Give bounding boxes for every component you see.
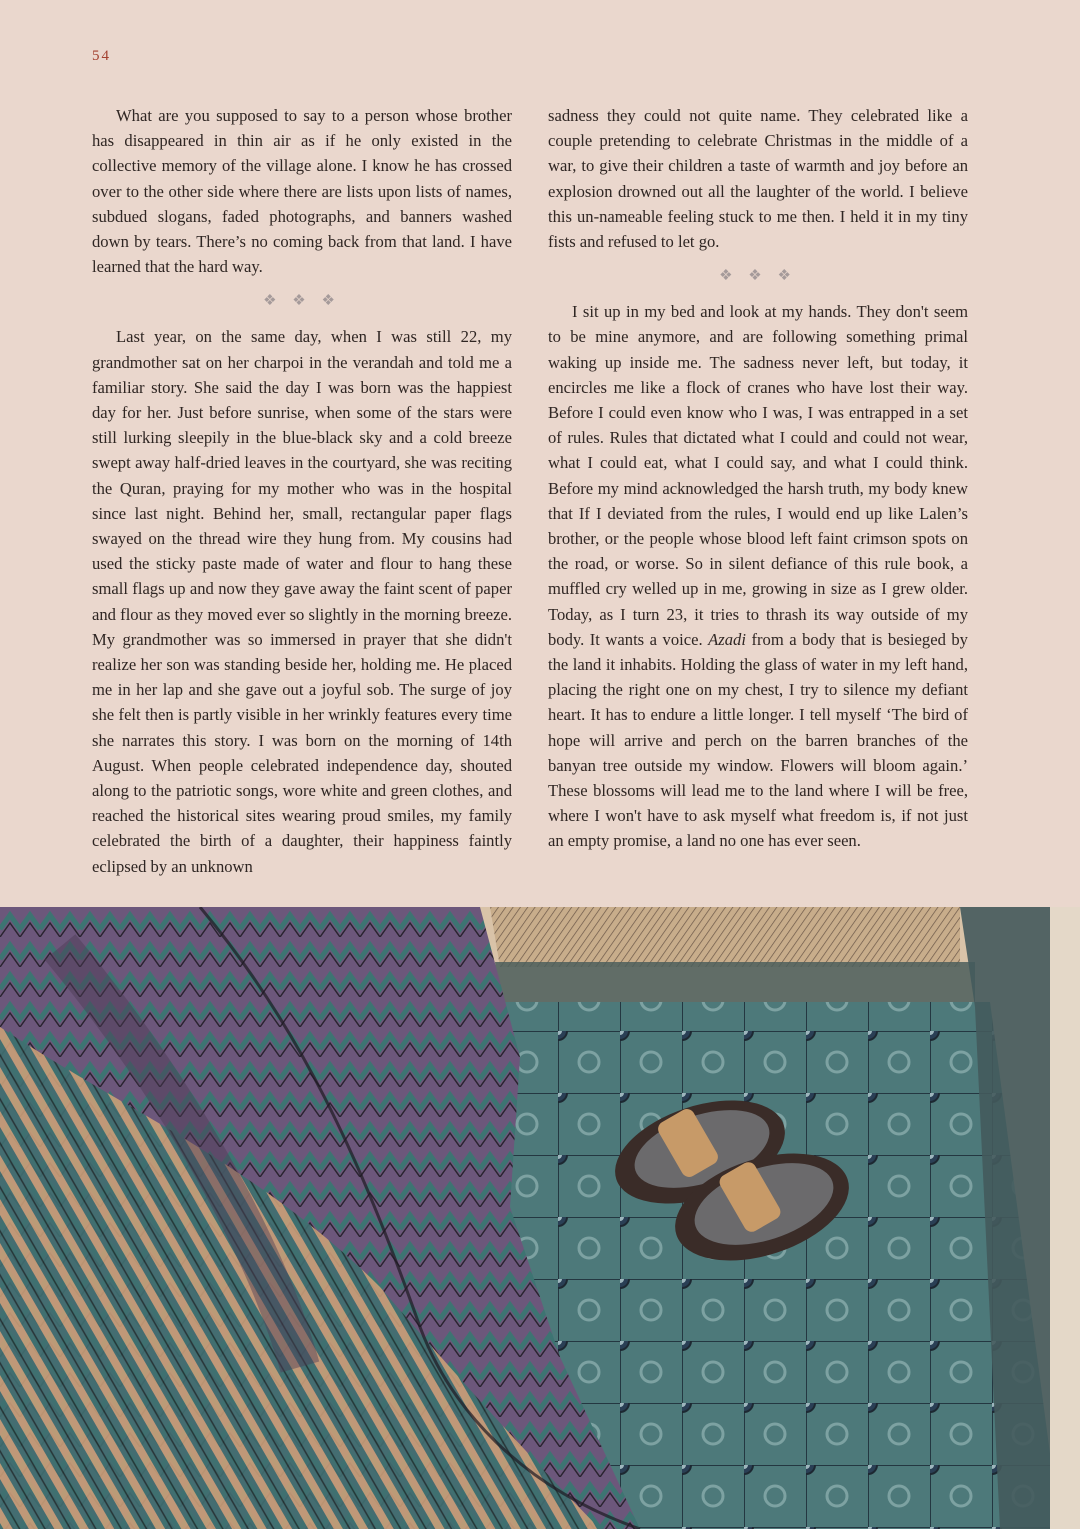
section-break-ornament: ❖ ❖ ❖ — [263, 293, 341, 310]
paragraph-text: from a body that is besieged by the land it inhabits. Holding the glass of water in my left hand, placing the right one on my chest, I try to silence my defiant heart. It has to endure a little longer. I tell myself ‘The bird of hope will arrive and perch on the barren branches of the banyan tree outside my window. Flowers will bloom again.’ These blossoms will lead me to the land where I will be free, where I won't have to ask myself what freedom is, if not just an empty promise, a land no one has ever seen. — [548, 629, 968, 851]
right-text-column — [548, 103, 968, 854]
italic-word: Azadi — [708, 629, 746, 649]
paragraph — [548, 299, 968, 853]
paragraph-text: I sit up in my bed and look at my hands. They don't seem to be mine anymore, and are following something primal waking up inside me. The sadness never left, but today, it encircles me like a flock of cranes who have lost their way. Before I could even know who I was, I was entrapped in a set of rules. Rules that dictated what I could and could not wear, what I could eat, what I could say, and what I could think. Before my mind acknowledged the harsh truth, my body knew that If I deviated from the rules, I would end up like Lalen’s brother, or the people whose blood left faint crimson spots on the road, or worse. So in silent defiance of this rule book, a muffled cry welled up in me, growing in size as I grew older. Today, as I turn 23, it tries to thrash its way outside of my body. It wants a voice. — [548, 302, 968, 649]
left-text-column — [92, 103, 512, 879]
bedroom-illustration — [0, 907, 1080, 1529]
illustration-canvas — [0, 907, 1080, 1529]
paragraph: What are you supposed to say to a person whose brother has disappeared in thin air as if he only existed in the collective memory of the village alone. I know he has crossed over to the other side where there are lists upon lists of names, subdued slogans, faded photographs, and banners washed down by tears. There’s no coming back from that land. I have learned that the hard way. — [92, 106, 512, 277]
paragraph: Last year, on the same day, when I was still 22, my grandmother sat on her charpoi in the verandah and told me a familiar story. She said the day I was born was the happiest day for her. Just before sunrise, when some of the stars were still lurking sleepily in the blue-black sky and a cold breeze swept away half-dried leaves in the courtyard, she was reciting the Quran, praying for my mother who was in the hospital since last night. Behind her, small, rectangular paper flags swayed on the thread wire they hung from. My cousins had used the sticky paste made of water and flour to hang these small flags up and now they gave away the faint scent of paper and flour as they moved ever so slightly in the morning breeze. My grandmother was so immersed in prayer that she didn't realize her son was standing beside her, holding me. He placed me in her lap and she gave out a joyful sob. The surge of joy she felt then is partly visible in her wrinkly features every time she narrates this story. I was born on the morning of 14th August. When people celebrated independence day, shouted along to the patriotic songs, wore white and green clothes, and reached the historical sites wearing proud smiles, my family celebrated the birth of a daughter, their happiness faintly eclipsed by an unknown — [92, 327, 512, 876]
far-wall — [490, 907, 960, 967]
section-break-ornament: ❖ ❖ ❖ — [719, 268, 797, 285]
paragraph: sadness they could not quite name. They celebrated like a couple pretending to celebrate Christmas in the middle of a war, to give their children a taste of warmth and joy before an explosion drowned out all the laughter of the world. I believe this un-nameable feeling stuck to me then. I held it in my tiny fists and refused to let go. — [548, 106, 968, 252]
page-number: 54 — [92, 48, 111, 64]
floor-edge — [495, 962, 975, 1007]
